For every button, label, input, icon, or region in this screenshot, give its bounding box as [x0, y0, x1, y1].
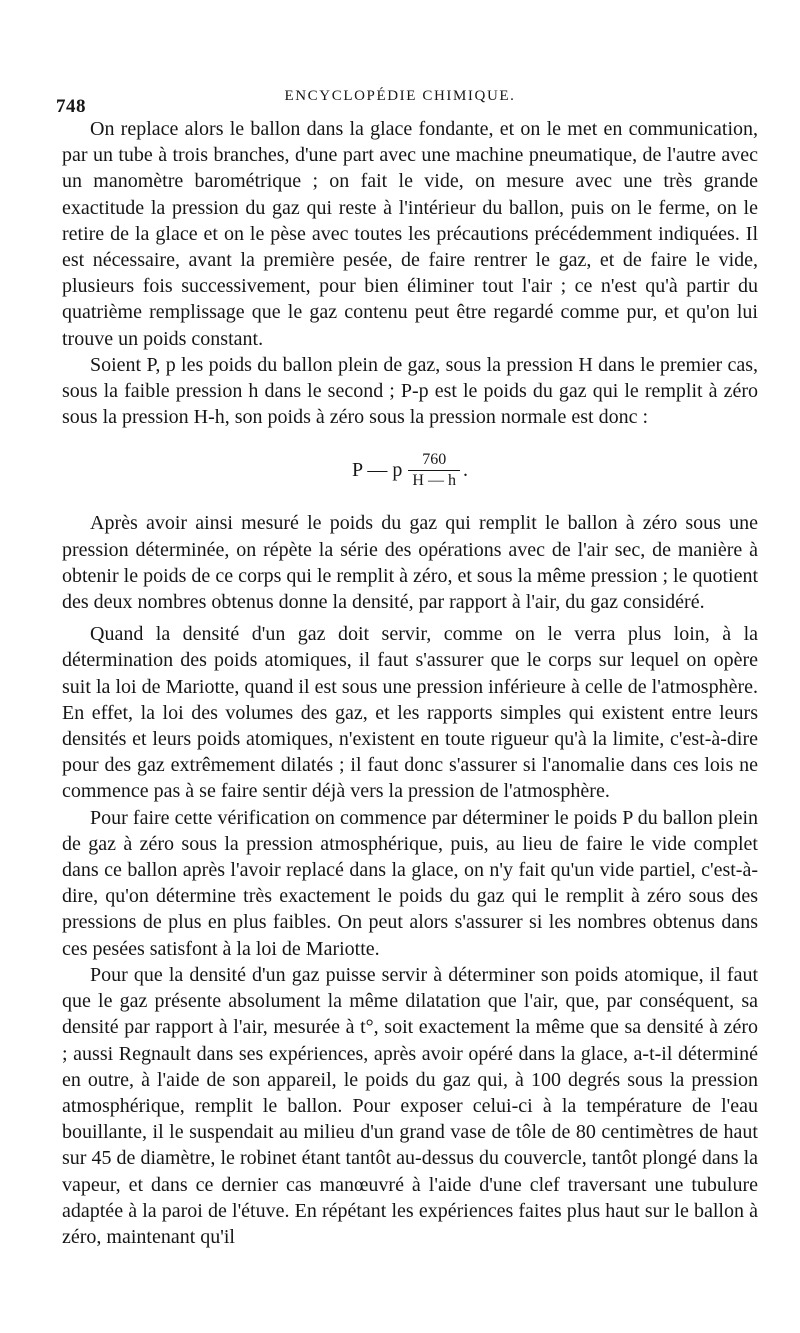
paragraph: Quand la densité d'un gaz doit servir, comme on le verra plus loin, à la détermination des poids atomiques, il faut s'assurer que le corps sur lequel on opère suit la loi de Mariotte, quand il est sous une pression inférieure à celle de l'atmosphère. En effet, la loi des volumes des gaz, et les rapports simples qui existent entre leurs densités et leurs poids atomiques, n'existent en toute rigueur qu'à la limite, c'est-à-dire pour des gaz extrêmement dilatés ; il faut donc s'assurer si l'anomalie dans ces lois ne commence pas à se faire sentir déjà vers la pression de l'atmosphère.: [62, 623, 758, 803]
formula-numerator: 760: [422, 450, 447, 468]
body-text: [62, 116, 758, 1250]
formula: [62, 430, 758, 510]
paragraph: On replace alors le ballon dans la glace fondante, et on le met en communication, par un tube à trois branches, d'une part avec une machine pneumatique, de l'autre avec un manomètre barométrique ; on fait le vide, on mesure avec une très grande exactitude la pression du gaz qui reste à l'intérieur du ballon, puis on le ferme, on le retire de la glace et on le pèse avec toutes les précautions précédemment indiquées. Il est nécessaire, avant la première pesée, de faire rentrer le gaz, et de faire le vide, plusieurs fois successivement, pour bien éliminer tout l'air ; ce n'est qu'à partir du quatrième remplissage que le gaz contenu peut être regardé comme pur, et qu'on lui trouve un poids constant.: [62, 118, 758, 350]
paragraph: Après avoir ainsi mesuré le poids du gaz qui remplit le ballon à zéro sous une pression déterminée, on répète la série des opérations avec de l'air sec, de manière à obtenir le poids de ce corps qui le remplit à zéro, et sous la même pression ; le quotient des deux nombres obtenus donne la densité, par rapport à l'air, du gaz considéré.: [62, 512, 758, 614]
page-header: [56, 88, 744, 118]
page-number: 748: [56, 96, 86, 117]
formula-denominator: H — h: [408, 470, 460, 490]
paragraph: Pour faire cette vérification on commence par déterminer le poids P du ballon plein de gaz à zéro sous la pression atmosphérique, puis, au lieu de faire le vide complet dans ce ballon après l'avoir replacé dans la glace, on n'y fait qu'un vide partiel, c'est-à-dire, qu'on détermine très exactement le poids du gaz qui le remplit à zéro sous des pressions de plus en plus faibles. On peut alors s'assurer si les nombres obtenus dans ces pesées satisfont à la loi de Mariotte.: [62, 806, 758, 960]
paragraph: Soient P, p les poids du ballon plein de gaz, sous la pression H dans le premier cas, sous la faible pression h dans le second ; P-p est le poids du gaz qui le remplit à zéro sous la pression H-h, son poids à zéro sous la pression normale est donc :: [62, 353, 758, 429]
formula-left: P — p: [352, 459, 403, 482]
formula-fraction: [408, 451, 460, 490]
paragraph: Pour que la densité d'un gaz puisse servir à déterminer son poids atomique, il faut que le gaz présente absolument la même dilatation que l'air, que, par conséquent, sa densité par rapport à l'air, mesurée à t°, soit exactement la même que sa densité à zéro ; aussi Regnault dans ses expériences, après avoir opéré dans la glace, a-t-il déterminé en outre, à l'aide de son appareil, le poids du gaz qui, à 100 degrés sous la pression atmosphérique, remplit le ballon. Pour exposer celui-ci à la température de l'eau bouillante, il le suspendait au milieu d'un grand vase de tôle de 80 centimètres de haut sur 45 de diamètre, le robinet étant tantôt au-dessus du couvercle, tantôt plongé dans la vapeur, et dans ce dernier cas manœuvré à l'aide d'une clef traversant une tubulure adaptée à la paroi de l'étuve. En répétant les expériences faites plus haut sur le ballon à zéro, maintenant qu'il: [62, 963, 758, 1248]
running-title: ENCYCLOPÉDIE CHIMIQUE.: [284, 88, 516, 104]
formula-end: .: [462, 459, 468, 482]
